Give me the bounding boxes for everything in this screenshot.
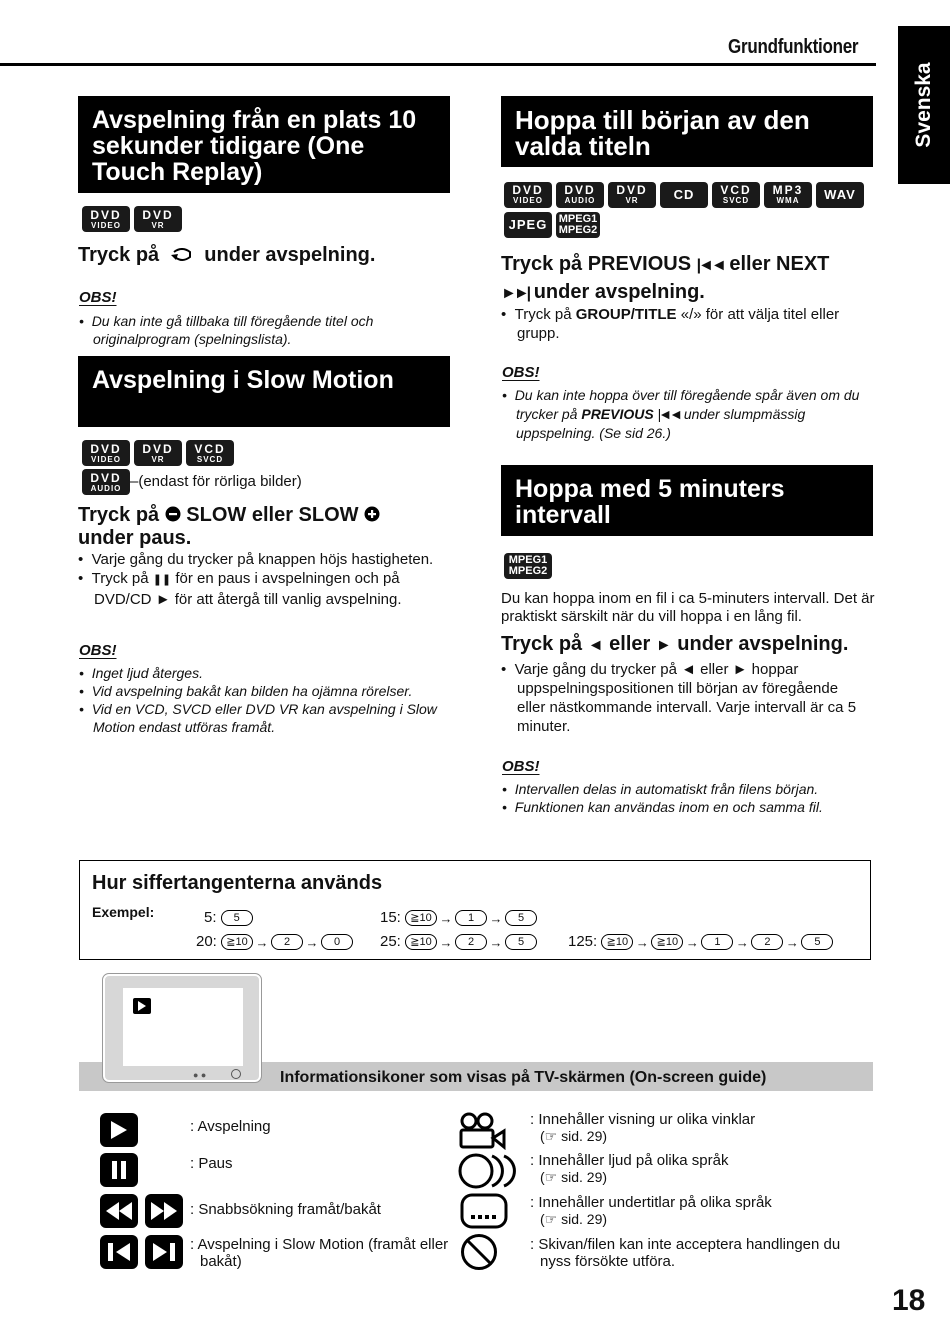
replay-badges [82, 206, 186, 232]
skip-title-badges [504, 180, 874, 240]
dvd-vr-badge: DVD VR [608, 182, 656, 208]
keypad-ex-25: 25: ≧10 → 2 → 5 [380, 933, 537, 950]
header-rule [0, 63, 876, 66]
next-icon: ►►| [501, 285, 529, 302]
right-arrow-icon: ► [655, 637, 672, 654]
audio-language-icon [458, 1152, 522, 1190]
skip5-badges [504, 553, 556, 579]
play-icon [100, 1113, 138, 1147]
left-arrow-icon: ◄ [681, 661, 696, 678]
skip5-intro: Du kan hoppa inom en fil i ca 5-minuters intervall. Det är praktiskt särskilt när du vill hoppa i en lång fil. [501, 590, 875, 625]
key-10plus: ≧10 [405, 934, 437, 950]
arrow-icon: → [685, 934, 699, 950]
jpeg-badge: JPEG [504, 212, 552, 238]
camera-angle-icon [458, 1112, 506, 1150]
tv-illustration [103, 974, 261, 1082]
dvd-video-badge: DVD VIDEO [504, 182, 552, 208]
replay-icon [169, 248, 195, 264]
osd-slow-label: : Avspelning i Slow Motion (framåt eller bakåt) [190, 1236, 449, 1270]
left-arrow-icon: ◄ [587, 637, 604, 654]
skip-title-bullet: • Tryck på GROUP/TITLE «/» för att välja titel eller grupp. [501, 306, 840, 342]
previous-icon: |◄◄ [657, 406, 680, 422]
arrow-icon: → [439, 910, 453, 926]
slow-note: • Vid en VCD, SVCD eller DVD VR kan avspelning i Slow Motion endast utföras framåt. [79, 701, 437, 735]
mpeg-badge: MPEG1 MPEG2 [556, 212, 600, 238]
skip5-notes [502, 780, 874, 816]
key-10plus: ≧10 [405, 910, 437, 926]
key-2: 2 [751, 934, 783, 950]
keypad-ex-125: 125: ≧10 → ≧10 → 1 → 2 → 5 [568, 933, 833, 950]
tv-screen [123, 988, 243, 1066]
key-5: 5 [801, 934, 833, 950]
subtitle-icon [460, 1193, 508, 1229]
slow-reverse-icon [100, 1235, 138, 1269]
skip-title-heading: Hoppa till början av den valda titeln [501, 96, 873, 167]
mp3-wma-badge: MP3 WMA [764, 182, 812, 208]
skip5-note: • Intervallen delas in automatiskt från filens början. [502, 781, 819, 797]
dvd-vr-badge: DVD VR [134, 206, 182, 232]
replay-heading: Avspelning från en plats 10 sekunder tidigare (One Touch Replay) [78, 96, 450, 193]
key-2: 2 [271, 934, 303, 950]
tv-play-icon [133, 998, 151, 1014]
play-glyph-icon: ► [155, 591, 171, 608]
key-10plus: ≧10 [651, 934, 683, 950]
fast-forward-icon [145, 1194, 183, 1228]
previous-icon: |◄◄ [696, 257, 724, 274]
language-tab [898, 26, 950, 184]
key-1: 1 [701, 934, 733, 950]
arrow-icon: → [635, 934, 649, 950]
replay-note: • Du kan inte gå tillbaka till föregående titel och originalprogram (spelningslista). [79, 313, 374, 347]
skip-title-obs-label: OBS! [502, 364, 540, 381]
key-5: 5 [505, 910, 537, 926]
key-5: 5 [221, 910, 253, 926]
vcd-svcd-badge: VCD SVCD [186, 440, 234, 466]
osd-play-label: : Avspelning [190, 1118, 271, 1135]
dvd-audio-badge: DVD AUDIO [556, 182, 604, 208]
keypad-ex-20: 20: ≧10 → 2 → 0 [196, 933, 353, 950]
dvd-audio-badge: DVD AUDIO [82, 469, 130, 495]
arrow-icon: → [785, 934, 799, 950]
slow-note: • Inget ljud återges. [79, 665, 203, 681]
wav-badge: WAV [816, 182, 864, 208]
tv-buttons: ● ● [193, 1070, 207, 1080]
arrow-icon: → [305, 934, 319, 950]
cd-badge: CD [660, 182, 708, 208]
slow-instruction: Tryck på SLOW eller SLOW under paus. [78, 504, 448, 550]
page-number: 18 [892, 1284, 926, 1317]
skip5-heading: Hoppa med 5 minuters intervall [501, 465, 873, 536]
arrow-icon: → [489, 910, 503, 926]
key-10plus: ≧10 [221, 934, 253, 950]
slow-audio-line [82, 469, 302, 495]
slow-bullet: • Varje gång du trycker på knappen höjs hastigheten. [78, 551, 434, 568]
pause-icon [100, 1153, 138, 1187]
rewind-icon [100, 1194, 138, 1228]
skip5-instruction: Tryck på ◄ eller ► under avspelning. [501, 633, 849, 655]
skip5-note: • Funktionen kan användas inom en och samma fil. [502, 799, 823, 815]
skip5-obs-label: OBS! [502, 758, 540, 775]
osd-search-label: : Snabbsökning framåt/bakåt [190, 1201, 381, 1218]
arrow-icon: → [489, 934, 503, 950]
arrow-icon: → [439, 934, 453, 950]
slow-bullet: • Tryck på ❚❚ för en paus i avspelningen och på DVD/CD ► för att återgå till vanlig avspelning. [78, 570, 402, 608]
keypad-ex-15: 15: ≧10 → 1 → 5 [380, 909, 537, 926]
slow-notes [79, 664, 451, 736]
key-0: 0 [321, 934, 353, 950]
group-title-arrows-icon: «/» [680, 306, 702, 323]
slow-bullets [78, 550, 448, 609]
pause-glyph-icon: ❚❚ [152, 574, 172, 586]
prohibited-icon [460, 1233, 498, 1271]
dvd-video-badge: DVD VIDEO [82, 440, 130, 466]
slow-heading: Avspelning i Slow Motion [78, 356, 450, 427]
language-tab-label: Svenska [912, 62, 935, 148]
vcd-svcd-badge: VCD SVCD [712, 182, 760, 208]
slow-forward-icon [145, 1235, 183, 1269]
skip-title-instruction: Tryck på PREVIOUS |◄◄ eller NEXT ►►| under avspelning. [501, 253, 830, 303]
page-header-title: Grundfunktioner [728, 36, 859, 58]
slow-note: • Vid avspelning bakåt kan bilden ha ojämna rörelser. [79, 683, 413, 699]
slow-plus-icon [364, 506, 380, 522]
key-1: 1 [455, 910, 487, 926]
keypad-box [79, 860, 871, 960]
osd-audio-label: : Innehåller ljud på olika språk (☞ sid. 29) [530, 1152, 729, 1185]
osd-prohibit-label: : Skivan/filen kan inte acceptera handlingen du nyss försökte utföra. [530, 1236, 841, 1270]
right-arrow-icon: ► [732, 661, 748, 678]
arrow-icon: → [735, 934, 749, 950]
replay-obs-label: OBS! [79, 289, 117, 306]
osd-angle-label: : Innehåller visning ur olika vinklar (☞ sid. 29) [530, 1111, 756, 1144]
osd-subtitle-label: : Innehåller undertitlar på olika språk (☞ sid. 29) [530, 1194, 772, 1227]
osd-caption: Informationsikoner som visas på TV-skärmen (On-screen guide) [280, 1069, 767, 1086]
key-10plus: ≧10 [601, 934, 633, 950]
replay-instruction: Tryck på under avspelning. [78, 244, 376, 266]
arrow-icon: → [255, 934, 269, 950]
slow-minus-icon [165, 506, 181, 522]
keypad-title: Hur siffertangenterna används [92, 872, 383, 894]
slow-badges [82, 440, 238, 466]
tv-power-button [231, 1069, 241, 1079]
audio-note: –(endast för rörliga bilder) [130, 472, 302, 490]
dvd-vr-badge: DVD VR [134, 440, 182, 466]
mpeg-badge: MPEG1 MPEG2 [504, 553, 552, 579]
skip-title-note: • Du kan inte hoppa över till föregående spår även om du trycker på PREVIOUS |◄◄ under slumpmässig uppspelning. (Se sid 26.) [502, 387, 860, 441]
osd-pause-label: : Paus [190, 1155, 233, 1172]
key-2: 2 [455, 934, 487, 950]
keypad-example-label: Exempel: [92, 904, 155, 920]
key-5: 5 [505, 934, 537, 950]
slow-obs-label: OBS! [79, 642, 117, 659]
skip5-bullet: • Varje gång du trycker på ◄ eller ► hoppar uppspelningspositionen till början av föregående eller nästkommande intervall. Varje intervall är ca 5 minuter. [501, 661, 857, 735]
keypad-ex-5: 5: 5 [204, 909, 253, 926]
dvd-video-badge: DVD VIDEO [82, 206, 130, 232]
